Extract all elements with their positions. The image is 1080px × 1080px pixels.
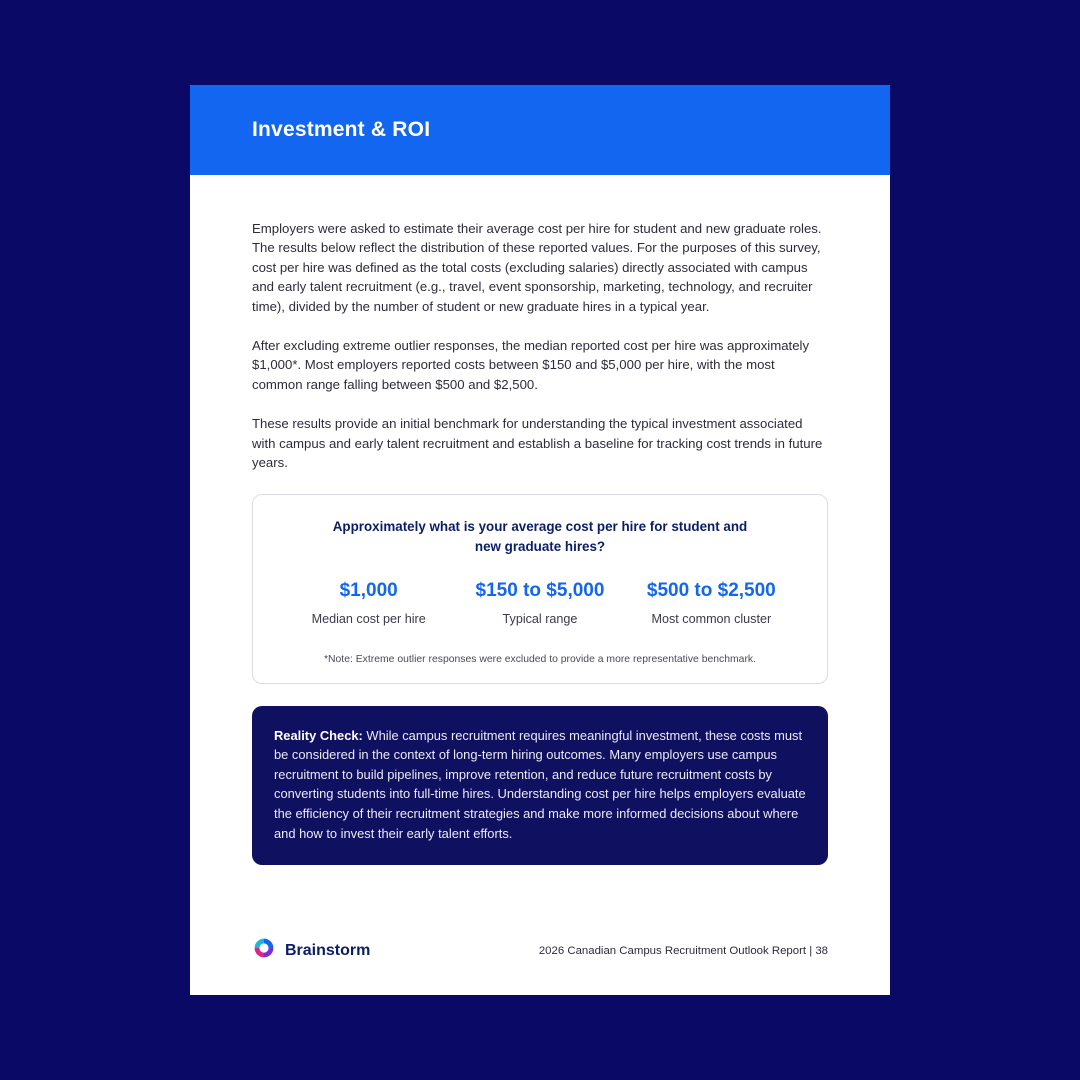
page-body — [190, 175, 890, 995]
survey-question: Approximately what is your average cost per hire for student and new graduate hires? — [332, 519, 748, 554]
page-footer — [252, 936, 828, 965]
stat-label: Typical range — [502, 611, 578, 626]
document-page — [190, 85, 890, 995]
brand-name: Brainstorm — [285, 941, 371, 959]
intro-paragraph-1: Employers were asked to estimate their average cost per hire for student and new graduate roles. The results below reflect the distribution of these reported values. For the purposes of this survey, cost per hire was defined as the total costs (excluding salaries) directly associated with campus and early talent recruitment (e.g., travel, event sponsorship, marketing, technology, and recruiter time), divided by the number of student or new graduate hires in a typical year. — [252, 221, 822, 314]
stats-row — [273, 580, 807, 626]
callout-text: While campus recruitment requires meaningful investment, these costs must be considered in the context of long-term hiring outcomes. Many employers use campus recruitment to build pipelines, improve retention, and reduce future recruitment costs by converting students into full-time hires. Understanding cost per hire helps employers evaluate the efficiency of their recruitment strategies and make more informed decisions about where and how to invest their early talent efforts. — [274, 727, 806, 841]
callout-paragraph — [274, 726, 806, 844]
stats-footnote: *Note: Extreme outlier responses were excluded to provide a more representative benchmark. — [323, 653, 756, 665]
stat-common-cluster — [626, 580, 797, 626]
stat-value: $150 to $5,000 — [475, 579, 605, 601]
stat-typical-range — [454, 580, 625, 626]
page-header-banner — [190, 85, 890, 175]
intro-paragraph-3: These results provide an initial benchmark for understanding the typical investment associated with campus and early talent recruitment and establish a baseline for tracking cost trends in future years. — [252, 416, 823, 471]
stat-label: Most common cluster — [651, 611, 772, 626]
reality-check-callout — [252, 706, 828, 866]
stat-median-cost — [283, 580, 454, 626]
stat-label: Median cost per hire — [311, 611, 426, 626]
brand-lockup — [252, 936, 370, 965]
stat-value: $1,000 — [339, 579, 398, 601]
page-title: Investment & ROI — [252, 118, 431, 141]
stats-card — [252, 494, 828, 683]
brainstorm-logo-icon — [252, 936, 276, 965]
stat-value: $500 to $2,500 — [646, 579, 776, 601]
intro-text-block — [252, 175, 828, 472]
footer-report-meta: 2026 Canadian Campus Recruitment Outlook Report | 38 — [538, 944, 828, 957]
intro-paragraph-2: After excluding extreme outlier responses, the median reported cost per hire was approximately $1,000*. Most employers reported costs between $150 and $5,000 per hire, with the most common range falling between $500 and $2,500. — [252, 338, 810, 392]
callout-label: Reality Check: — [274, 727, 363, 743]
